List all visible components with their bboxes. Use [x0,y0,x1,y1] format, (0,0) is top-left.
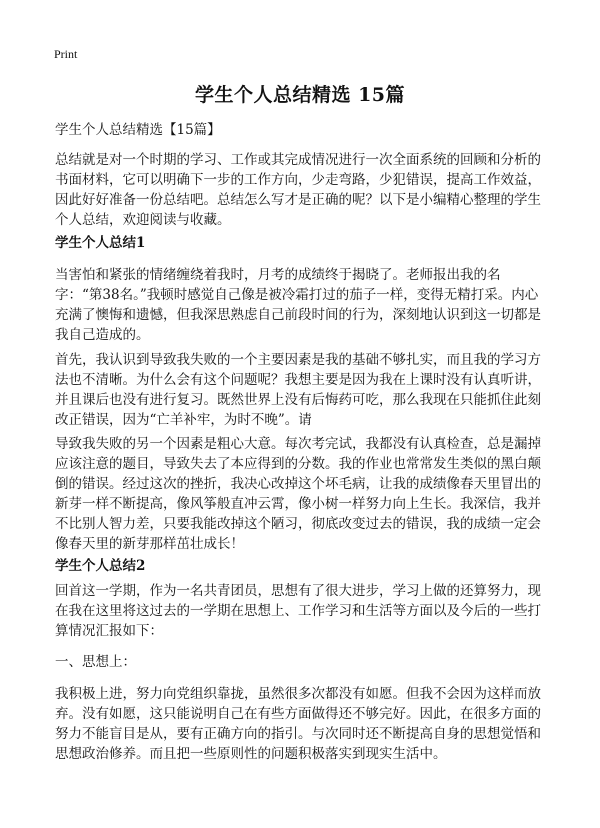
intro-paragraph: 总结就是对一个时期的学习、工作或其完成情况进行一次全面系统的回顾和分析的书面材料，它可以明确下一步的工作方向，少走弯路，少犯错误，提高工作效益，因此好好准备一份总结吧。总结怎么写才是正确的呢？以下是小编精心整理的学生个人总结，欢迎阅读与收藏。 [55,152,541,228]
section-1-paragraph-1: 当害怕和紧张的情绪缠绕着我时，月考的成绩终于揭晓了。老师报出我的名字：“第38名。”我顿时感觉自己像是被冷霜打过的茄子一样，变得无精打采。内心充满了懊悔和遗憾，但我深思熟虑自己前段时间的行为，深刻地认识到这一切都是我自己造成的。 [55,267,541,343]
section-1-paragraph-2: 首先，我认识到导致我失败的一个主要因素是我的基础不够扎实，而且我的学习方法也不清晰。为什么会有这个问题呢？我想主要是因为我在上课时没有认真听讲，并且课后也没有进行复习。既然世界上没有后悔药可吃，那么我现在只能抓住此刻改正错误，因为“亡羊补牢，为时不晚”。请 [55,352,541,428]
page-title: 学生个人总结精选 15篇 [194,84,406,106]
section-2-paragraph-1: 回首这一学期，作为一名共青团员，思想有了很大进步，学习上做的还算努力，现在我在这里将这过去的一学期在思想上、工作学习和生活等方面以及今后的一些打算情况汇报如下： [55,583,541,639]
section-2-heading: 学生个人总结2 [55,558,146,574]
section-2-paragraph-2: 我积极上进，努力向党组织靠拢，虽然很多次都没有如愿。但我不会因为这样而放弃。没有如愿，这只能说明自己在有些方面做得还不够完好。因此，在很多方面的努力不能盲目是从，要有正确方向的指引。与次同时还不断提高自身的思想觉悟和思想政治修养。而且把一些原则性的问题积极落实到现实生活中。 [55,686,541,762]
print-label: Print [54,47,78,61]
section-2-item-heading: 一、思想上： [55,654,136,670]
section-1-paragraph-3: 导致我失败的另一个因素是粗心大意。每次考完试，我都没有认真检查，总是漏掉应该注意的题目，导致失去了本应得到的分数。我的作业也常常发生类似的黑白颠倒的错误。经过这次的挫折，我决心改掉这个坏毛病，让我的成绩像春天里冒出的新芽一样不断提高，像风筝般直冲云霄，像小树一样努力向上生长。我深信，我并不比别人智力差，只要我能改掉这个陋习，彻底改变过去的错误，我的成绩一定会像春天里的新芽那样茁壮成长！ [55,436,541,552]
document-subtitle: 学生个人总结精选【15篇】 [55,122,221,138]
section-1-heading: 学生个人总结1 [55,235,146,251]
